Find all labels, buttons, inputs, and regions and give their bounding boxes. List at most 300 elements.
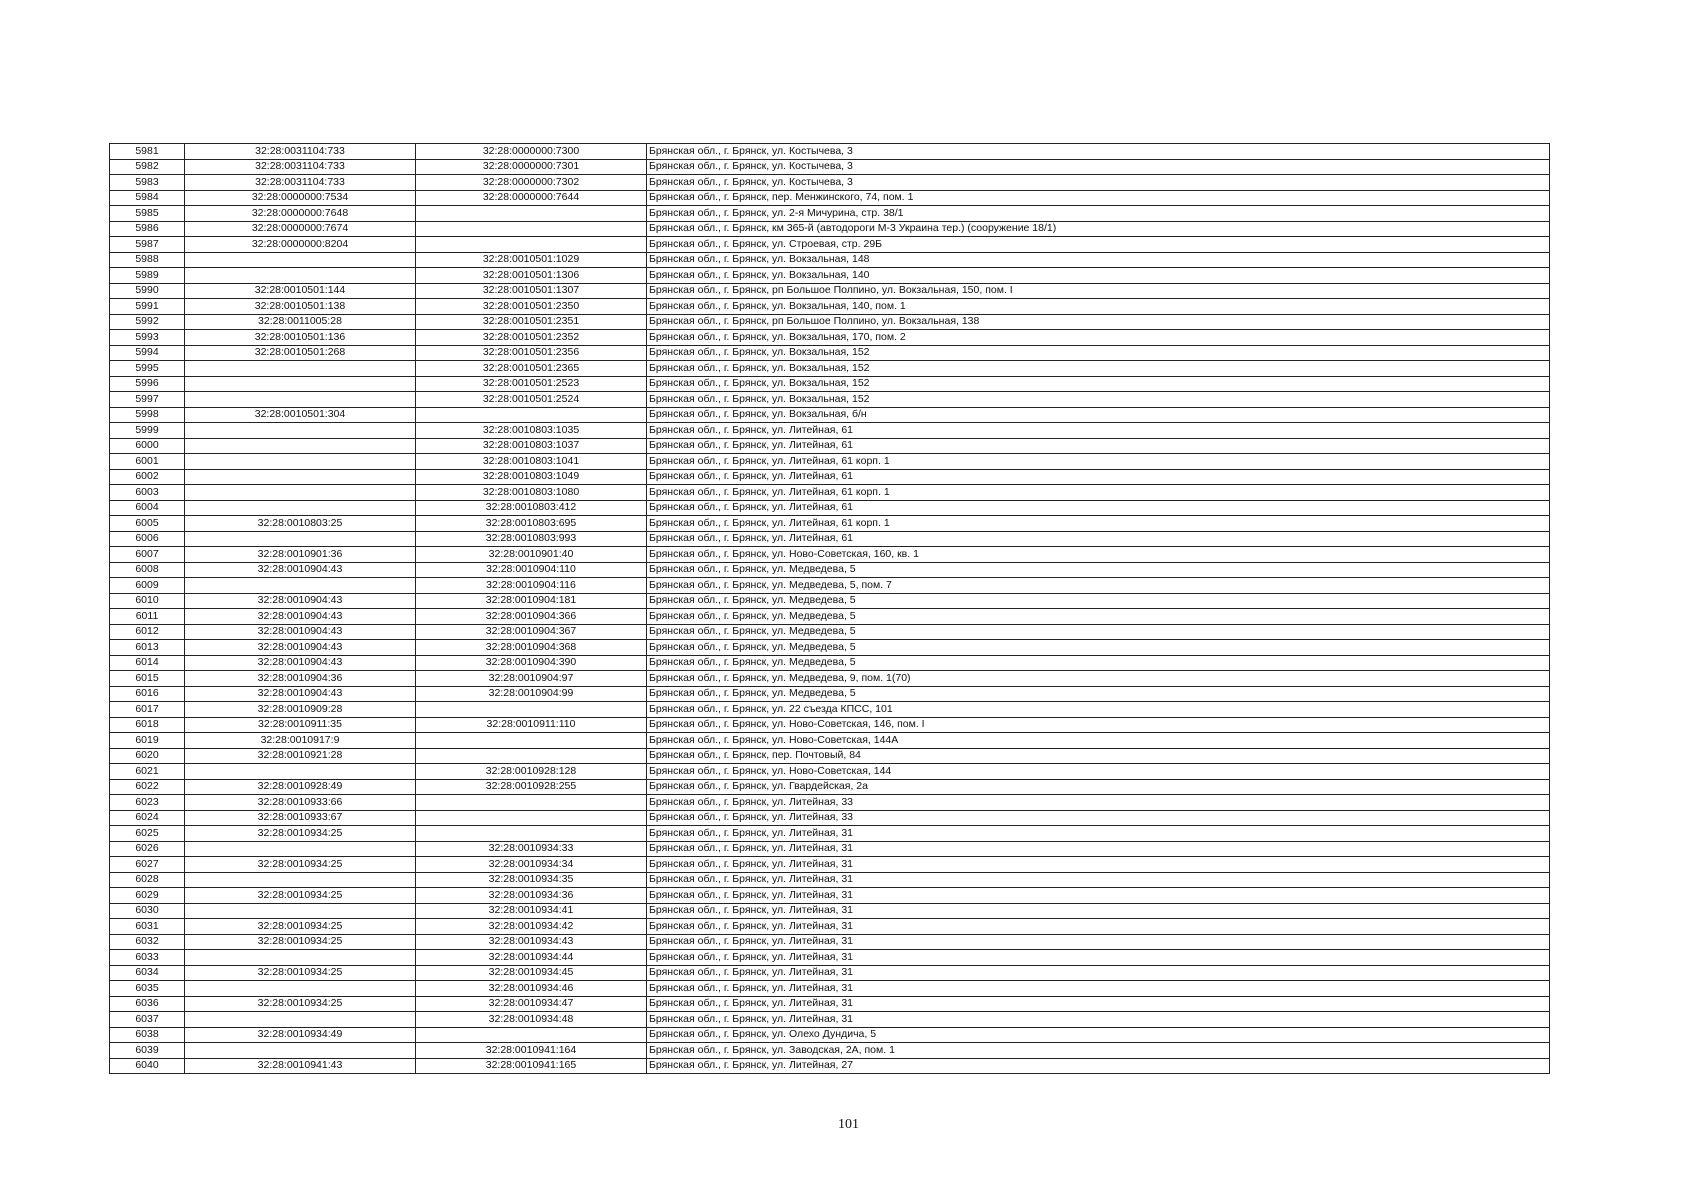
address-cell: Брянская обл., г. Брянск, ул. Литейная, 31 bbox=[647, 919, 1550, 935]
row-number-cell: 5997 bbox=[110, 392, 185, 408]
table-row bbox=[110, 919, 1550, 935]
address-cell: Брянская обл., г. Брянск, ул. Литейная, 27 bbox=[647, 1058, 1550, 1074]
address-cell: Брянская обл., г. Брянск, ул. Вокзальная, 152 bbox=[647, 361, 1550, 377]
row-number-cell: 5988 bbox=[110, 252, 185, 268]
row-number-cell: 6029 bbox=[110, 888, 185, 904]
object-cadastral-number-cell: 32:28:0010501:2365 bbox=[416, 361, 647, 377]
row-number-cell: 6024 bbox=[110, 810, 185, 826]
row-number-cell: 6040 bbox=[110, 1058, 185, 1074]
row-number-cell: 6033 bbox=[110, 950, 185, 966]
address-cell: Брянская обл., г. Брянск, ул. Медведева, 5 bbox=[647, 686, 1550, 702]
table-row bbox=[110, 609, 1550, 625]
row-number-cell: 6025 bbox=[110, 826, 185, 842]
object-cadastral-number-cell: 32:28:0010803:1049 bbox=[416, 469, 647, 485]
table-row bbox=[110, 640, 1550, 656]
object-cadastral-number-cell: 32:28:0010934:46 bbox=[416, 981, 647, 997]
land-cadastral-number-cell bbox=[185, 578, 416, 594]
row-number-cell: 6002 bbox=[110, 469, 185, 485]
land-cadastral-number-cell: 32:28:0010934:25 bbox=[185, 996, 416, 1012]
object-cadastral-number-cell: 32:28:0010901:40 bbox=[416, 547, 647, 563]
address-cell: Брянская обл., г. Брянск, ул. Вокзальная, 152 bbox=[647, 392, 1550, 408]
object-cadastral-number-cell: 32:28:0010904:116 bbox=[416, 578, 647, 594]
address-cell: Брянская обл., г. Брянск, ул. Литейная, 61 bbox=[647, 423, 1550, 439]
table-row bbox=[110, 345, 1550, 361]
row-number-cell: 5982 bbox=[110, 159, 185, 175]
object-cadastral-number-cell: 32:28:0000000:7301 bbox=[416, 159, 647, 175]
row-number-cell: 6011 bbox=[110, 609, 185, 625]
table-row bbox=[110, 423, 1550, 439]
address-cell: Брянская обл., г. Брянск, ул. Литейная, 31 bbox=[647, 903, 1550, 919]
row-number-cell: 5984 bbox=[110, 190, 185, 206]
row-number-cell: 6019 bbox=[110, 733, 185, 749]
row-number-cell: 5990 bbox=[110, 283, 185, 299]
address-cell: Брянская обл., г. Брянск, ул. Медведева, 5 bbox=[647, 624, 1550, 640]
row-number-cell: 6017 bbox=[110, 702, 185, 718]
object-cadastral-number-cell: 32:28:0010904:99 bbox=[416, 686, 647, 702]
address-cell: Брянская обл., г. Брянск, ул. Вокзальная, 148 bbox=[647, 252, 1550, 268]
row-number-cell: 5992 bbox=[110, 314, 185, 330]
address-cell: Брянская обл., г. Брянск, ул. Медведева, 5 bbox=[647, 640, 1550, 656]
table-row bbox=[110, 454, 1550, 470]
object-cadastral-number-cell bbox=[416, 407, 647, 423]
row-number-cell: 5994 bbox=[110, 345, 185, 361]
row-number-cell: 6026 bbox=[110, 841, 185, 857]
table-row bbox=[110, 175, 1550, 191]
object-cadastral-number-cell: 32:28:0010904:97 bbox=[416, 671, 647, 687]
land-cadastral-number-cell: 32:28:0010941:43 bbox=[185, 1058, 416, 1074]
land-cadastral-number-cell bbox=[185, 981, 416, 997]
row-number-cell: 6007 bbox=[110, 547, 185, 563]
land-cadastral-number-cell bbox=[185, 764, 416, 780]
object-cadastral-number-cell bbox=[416, 1027, 647, 1043]
address-cell: Брянская обл., г. Брянск, ул. Ново-Советская, 144А bbox=[647, 733, 1550, 749]
address-cell: Брянская обл., г. Брянск, рп Большое Полпино, ул. Вокзальная, 150, пом. I bbox=[647, 283, 1550, 299]
table-row bbox=[110, 655, 1550, 671]
row-number-cell: 6008 bbox=[110, 562, 185, 578]
row-number-cell: 6010 bbox=[110, 593, 185, 609]
land-cadastral-number-cell: 32:28:0010934:25 bbox=[185, 888, 416, 904]
land-cadastral-number-cell bbox=[185, 268, 416, 284]
land-cadastral-number-cell: 32:28:0010904:43 bbox=[185, 640, 416, 656]
land-cadastral-number-cell: 32:28:0010909:28 bbox=[185, 702, 416, 718]
object-cadastral-number-cell: 32:28:0010934:45 bbox=[416, 965, 647, 981]
row-number-cell: 6039 bbox=[110, 1043, 185, 1059]
address-cell: Брянская обл., г. Брянск, ул. Медведева, 5 bbox=[647, 593, 1550, 609]
land-cadastral-number-cell: 32:28:0010904:43 bbox=[185, 562, 416, 578]
address-cell: Брянская обл., г. Брянск, ул. Костычева, 3 bbox=[647, 159, 1550, 175]
land-cadastral-number-cell bbox=[185, 252, 416, 268]
address-cell: Брянская обл., г. Брянск, ул. Литейная, 33 bbox=[647, 795, 1550, 811]
object-cadastral-number-cell bbox=[416, 733, 647, 749]
land-cadastral-number-cell bbox=[185, 485, 416, 501]
address-cell: Брянская обл., г. Брянск, ул. Костычева, 3 bbox=[647, 144, 1550, 160]
table-row bbox=[110, 159, 1550, 175]
table-row bbox=[110, 516, 1550, 532]
object-cadastral-number-cell: 32:28:0010934:34 bbox=[416, 857, 647, 873]
land-cadastral-number-cell: 32:28:0010933:67 bbox=[185, 810, 416, 826]
row-number-cell: 5999 bbox=[110, 423, 185, 439]
address-cell: Брянская обл., г. Брянск, ул. Литейная, 31 bbox=[647, 857, 1550, 873]
object-cadastral-number-cell: 32:28:0010803:1037 bbox=[416, 438, 647, 454]
object-cadastral-number-cell: 32:28:0010904:367 bbox=[416, 624, 647, 640]
object-cadastral-number-cell: 32:28:0010934:41 bbox=[416, 903, 647, 919]
land-cadastral-number-cell: 32:28:0010904:36 bbox=[185, 671, 416, 687]
land-cadastral-number-cell bbox=[185, 500, 416, 516]
object-cadastral-number-cell: 32:28:0010501:2524 bbox=[416, 392, 647, 408]
land-cadastral-number-cell bbox=[185, 438, 416, 454]
land-cadastral-number-cell: 32:28:0010904:43 bbox=[185, 686, 416, 702]
address-cell: Брянская обл., г. Брянск, ул. Литейная, 31 bbox=[647, 965, 1550, 981]
address-cell: Брянская обл., г. Брянск, ул. Литейная, 61 bbox=[647, 438, 1550, 454]
table-row bbox=[110, 206, 1550, 222]
land-cadastral-number-cell: 32:28:0010904:43 bbox=[185, 609, 416, 625]
row-number-cell: 5989 bbox=[110, 268, 185, 284]
land-cadastral-number-cell: 32:28:0000000:8204 bbox=[185, 237, 416, 253]
row-number-cell: 6027 bbox=[110, 857, 185, 873]
object-cadastral-number-cell: 32:28:0010904:110 bbox=[416, 562, 647, 578]
object-cadastral-number-cell: 32:28:0010904:368 bbox=[416, 640, 647, 656]
table-row bbox=[110, 314, 1550, 330]
table-row bbox=[110, 283, 1550, 299]
table-row bbox=[110, 469, 1550, 485]
land-cadastral-number-cell: 32:28:0010933:66 bbox=[185, 795, 416, 811]
row-number-cell: 6005 bbox=[110, 516, 185, 532]
address-cell: Брянская обл., г. Брянск, ул. Медведева, 5 bbox=[647, 609, 1550, 625]
table-row bbox=[110, 578, 1550, 594]
table-row bbox=[110, 407, 1550, 423]
object-cadastral-number-cell: 32:28:0010904:390 bbox=[416, 655, 647, 671]
row-number-cell: 6037 bbox=[110, 1012, 185, 1028]
table-row bbox=[110, 888, 1550, 904]
land-cadastral-number-cell bbox=[185, 872, 416, 888]
land-cadastral-number-cell: 32:28:0031104:733 bbox=[185, 144, 416, 160]
table-row bbox=[110, 500, 1550, 516]
object-cadastral-number-cell: 32:28:0010803:1035 bbox=[416, 423, 647, 439]
land-cadastral-number-cell: 32:28:0010501:144 bbox=[185, 283, 416, 299]
address-cell: Брянская обл., г. Брянск, ул. Ново-Советская, 146, пом. I bbox=[647, 717, 1550, 733]
table-row bbox=[110, 1043, 1550, 1059]
land-cadastral-number-cell: 32:28:0010803:25 bbox=[185, 516, 416, 532]
object-cadastral-number-cell: 32:28:0010928:128 bbox=[416, 764, 647, 780]
address-cell: Брянская обл., г. Брянск, рп Большое Полпино, ул. Вокзальная, 138 bbox=[647, 314, 1550, 330]
land-cadastral-number-cell: 32:28:0010934:25 bbox=[185, 919, 416, 935]
table-row bbox=[110, 965, 1550, 981]
object-cadastral-number-cell: 32:28:0010934:43 bbox=[416, 934, 647, 950]
object-cadastral-number-cell bbox=[416, 810, 647, 826]
row-number-cell: 5991 bbox=[110, 299, 185, 315]
land-cadastral-number-cell: 32:28:0011005:28 bbox=[185, 314, 416, 330]
table-row bbox=[110, 237, 1550, 253]
address-cell: Брянская обл., г. Брянск, ул. Литейная, 31 bbox=[647, 872, 1550, 888]
table-row bbox=[110, 748, 1550, 764]
object-cadastral-number-cell: 32:28:0010501:2350 bbox=[416, 299, 647, 315]
table-row bbox=[110, 934, 1550, 950]
land-cadastral-number-cell bbox=[185, 950, 416, 966]
address-cell: Брянская обл., г. Брянск, ул. 22 съезда КПСС, 101 bbox=[647, 702, 1550, 718]
land-cadastral-number-cell: 32:28:0010501:138 bbox=[185, 299, 416, 315]
row-number-cell: 6023 bbox=[110, 795, 185, 811]
address-cell: Брянская обл., г. Брянск, ул. Литейная, 31 bbox=[647, 888, 1550, 904]
object-cadastral-number-cell bbox=[416, 702, 647, 718]
row-number-cell: 6020 bbox=[110, 748, 185, 764]
row-number-cell: 6016 bbox=[110, 686, 185, 702]
land-cadastral-number-cell: 32:28:0010934:25 bbox=[185, 826, 416, 842]
row-number-cell: 5985 bbox=[110, 206, 185, 222]
address-cell: Брянская обл., г. Брянск, ул. Медведева, 5, пом. 7 bbox=[647, 578, 1550, 594]
object-cadastral-number-cell bbox=[416, 826, 647, 842]
land-cadastral-number-cell: 32:28:0010911:35 bbox=[185, 717, 416, 733]
land-cadastral-number-cell bbox=[185, 469, 416, 485]
address-cell: Брянская обл., г. Брянск, ул. Гвардейская, 2а bbox=[647, 779, 1550, 795]
table-row bbox=[110, 717, 1550, 733]
row-number-cell: 6001 bbox=[110, 454, 185, 470]
object-cadastral-number-cell: 32:28:0010803:412 bbox=[416, 500, 647, 516]
table-row bbox=[110, 826, 1550, 842]
table-row bbox=[110, 903, 1550, 919]
land-cadastral-number-cell: 32:28:0010904:43 bbox=[185, 655, 416, 671]
land-cadastral-number-cell: 32:28:0010904:43 bbox=[185, 624, 416, 640]
address-cell: Брянская обл., г. Брянск, ул. Медведева, 9, пом. 1(70) bbox=[647, 671, 1550, 687]
object-cadastral-number-cell: 32:28:0010501:2351 bbox=[416, 314, 647, 330]
table-row bbox=[110, 547, 1550, 563]
address-cell: Брянская обл., г. Брянск, ул. Вокзальная, 170, пом. 2 bbox=[647, 330, 1550, 346]
address-cell: Брянская обл., г. Брянск, ул. Литейная, 31 bbox=[647, 934, 1550, 950]
register-sheet bbox=[109, 143, 1549, 1074]
address-cell: Брянская обл., г. Брянск, ул. Литейная, 31 bbox=[647, 1012, 1550, 1028]
row-number-cell: 6032 bbox=[110, 934, 185, 950]
address-cell: Брянская обл., г. Брянск, ул. Литейная, 31 bbox=[647, 950, 1550, 966]
address-cell: Брянская обл., г. Брянск, пер. Менжинского, 74, пом. 1 bbox=[647, 190, 1550, 206]
object-cadastral-number-cell bbox=[416, 748, 647, 764]
table-row bbox=[110, 1027, 1550, 1043]
row-number-cell: 6015 bbox=[110, 671, 185, 687]
land-cadastral-number-cell bbox=[185, 1012, 416, 1028]
object-cadastral-number-cell bbox=[416, 237, 647, 253]
land-cadastral-number-cell: 32:28:0010934:25 bbox=[185, 857, 416, 873]
table-row bbox=[110, 857, 1550, 873]
table-row bbox=[110, 702, 1550, 718]
object-cadastral-number-cell: 32:28:0010934:44 bbox=[416, 950, 647, 966]
object-cadastral-number-cell: 32:28:0010934:36 bbox=[416, 888, 647, 904]
table-row bbox=[110, 779, 1550, 795]
address-cell: Брянская обл., г. Брянск, пер. Почтовый, 84 bbox=[647, 748, 1550, 764]
object-cadastral-number-cell: 32:28:0010904:366 bbox=[416, 609, 647, 625]
row-number-cell: 6022 bbox=[110, 779, 185, 795]
row-number-cell: 6014 bbox=[110, 655, 185, 671]
property-register-table bbox=[109, 143, 1550, 1074]
object-cadastral-number-cell: 32:28:0010501:2356 bbox=[416, 345, 647, 361]
row-number-cell: 6018 bbox=[110, 717, 185, 733]
row-number-cell: 6030 bbox=[110, 903, 185, 919]
address-cell: Брянская обл., г. Брянск, ул. Вокзальная, 152 bbox=[647, 376, 1550, 392]
land-cadastral-number-cell: 32:28:0010934:49 bbox=[185, 1027, 416, 1043]
row-number-cell: 5983 bbox=[110, 175, 185, 191]
row-number-cell: 6038 bbox=[110, 1027, 185, 1043]
row-number-cell: 6013 bbox=[110, 640, 185, 656]
row-number-cell: 6009 bbox=[110, 578, 185, 594]
land-cadastral-number-cell: 32:28:0010501:136 bbox=[185, 330, 416, 346]
address-cell: Брянская обл., г. Брянск, ул. Литейная, 31 bbox=[647, 841, 1550, 857]
table-row bbox=[110, 1058, 1550, 1074]
row-number-cell: 6000 bbox=[110, 438, 185, 454]
object-cadastral-number-cell: 32:28:0000000:7644 bbox=[416, 190, 647, 206]
row-number-cell: 6012 bbox=[110, 624, 185, 640]
row-number-cell: 5987 bbox=[110, 237, 185, 253]
row-number-cell: 5995 bbox=[110, 361, 185, 377]
table-row bbox=[110, 562, 1550, 578]
land-cadastral-number-cell bbox=[185, 392, 416, 408]
land-cadastral-number-cell: 32:28:0031104:733 bbox=[185, 159, 416, 175]
object-cadastral-number-cell: 32:28:0010934:33 bbox=[416, 841, 647, 857]
table-row bbox=[110, 593, 1550, 609]
table-row bbox=[110, 144, 1550, 160]
row-number-cell: 6003 bbox=[110, 485, 185, 501]
address-cell: Брянская обл., г. Брянск, ул. Костычева, 3 bbox=[647, 175, 1550, 191]
object-cadastral-number-cell: 32:28:0010934:47 bbox=[416, 996, 647, 1012]
address-cell: Брянская обл., г. Брянск, ул. Литейная, 61 bbox=[647, 469, 1550, 485]
object-cadastral-number-cell bbox=[416, 221, 647, 237]
object-cadastral-number-cell: 32:28:0010501:2352 bbox=[416, 330, 647, 346]
object-cadastral-number-cell: 32:28:0010501:2523 bbox=[416, 376, 647, 392]
row-number-cell: 5996 bbox=[110, 376, 185, 392]
object-cadastral-number-cell: 32:28:0010934:35 bbox=[416, 872, 647, 888]
address-cell: Брянская обл., г. Брянск, км 365-й (автодороги М-3 Украина тер.) (сооружение 18/1) bbox=[647, 221, 1550, 237]
page-number: 101 bbox=[838, 1117, 859, 1132]
land-cadastral-number-cell: 32:28:0010501:304 bbox=[185, 407, 416, 423]
land-cadastral-number-cell bbox=[185, 903, 416, 919]
row-number-cell: 5993 bbox=[110, 330, 185, 346]
table-row bbox=[110, 841, 1550, 857]
land-cadastral-number-cell: 32:28:0000000:7648 bbox=[185, 206, 416, 222]
table-row bbox=[110, 950, 1550, 966]
table-row bbox=[110, 252, 1550, 268]
address-cell: Брянская обл., г. Брянск, ул. Ново-Советская, 144 bbox=[647, 764, 1550, 780]
land-cadastral-number-cell bbox=[185, 1043, 416, 1059]
address-cell: Брянская обл., г. Брянск, ул. Вокзальная, 140 bbox=[647, 268, 1550, 284]
row-number-cell: 6034 bbox=[110, 965, 185, 981]
land-cadastral-number-cell: 32:28:0010928:49 bbox=[185, 779, 416, 795]
land-cadastral-number-cell bbox=[185, 423, 416, 439]
row-number-cell: 6036 bbox=[110, 996, 185, 1012]
object-cadastral-number-cell bbox=[416, 795, 647, 811]
address-cell: Брянская обл., г. Брянск, ул. Литейная, 31 bbox=[647, 826, 1550, 842]
object-cadastral-number-cell: 32:28:0000000:7300 bbox=[416, 144, 647, 160]
land-cadastral-number-cell: 32:28:0010501:268 bbox=[185, 345, 416, 361]
row-number-cell: 5998 bbox=[110, 407, 185, 423]
row-number-cell: 5981 bbox=[110, 144, 185, 160]
table-row bbox=[110, 438, 1550, 454]
row-number-cell: 5986 bbox=[110, 221, 185, 237]
address-cell: Брянская обл., г. Брянск, ул. Литейная, 31 bbox=[647, 996, 1550, 1012]
table-row bbox=[110, 392, 1550, 408]
table-row bbox=[110, 764, 1550, 780]
address-cell: Брянская обл., г. Брянск, ул. Медведева, 5 bbox=[647, 655, 1550, 671]
row-number-cell: 6004 bbox=[110, 500, 185, 516]
land-cadastral-number-cell: 32:28:0010917:9 bbox=[185, 733, 416, 749]
object-cadastral-number-cell: 32:28:0010928:255 bbox=[416, 779, 647, 795]
address-cell: Брянская обл., г. Брянск, ул. Литейная, 61 bbox=[647, 531, 1550, 547]
object-cadastral-number-cell: 32:28:0010803:1080 bbox=[416, 485, 647, 501]
land-cadastral-number-cell: 32:28:0031104:733 bbox=[185, 175, 416, 191]
object-cadastral-number-cell: 32:28:0010501:1307 bbox=[416, 283, 647, 299]
object-cadastral-number-cell: 32:28:0010941:164 bbox=[416, 1043, 647, 1059]
row-number-cell: 6028 bbox=[110, 872, 185, 888]
table-row bbox=[110, 190, 1550, 206]
land-cadastral-number-cell bbox=[185, 361, 416, 377]
table-row bbox=[110, 671, 1550, 687]
object-cadastral-number-cell: 32:28:0010904:181 bbox=[416, 593, 647, 609]
table-row bbox=[110, 686, 1550, 702]
land-cadastral-number-cell: 32:28:0010904:43 bbox=[185, 593, 416, 609]
address-cell: Брянская обл., г. Брянск, ул. 2-я Мичурина, стр. 38/1 bbox=[647, 206, 1550, 222]
address-cell: Брянская обл., г. Брянск, ул. Вокзальная, 152 bbox=[647, 345, 1550, 361]
table-row bbox=[110, 810, 1550, 826]
table-row bbox=[110, 981, 1550, 997]
table-row bbox=[110, 268, 1550, 284]
object-cadastral-number-cell: 32:28:0010941:165 bbox=[416, 1058, 647, 1074]
object-cadastral-number-cell: 32:28:0010501:1306 bbox=[416, 268, 647, 284]
object-cadastral-number-cell: 32:28:0010501:1029 bbox=[416, 252, 647, 268]
address-cell: Брянская обл., г. Брянск, ул. Литейная, 61 bbox=[647, 500, 1550, 516]
object-cadastral-number-cell: 32:28:0010803:993 bbox=[416, 531, 647, 547]
land-cadastral-number-cell bbox=[185, 531, 416, 547]
object-cadastral-number-cell: 32:28:0010803:695 bbox=[416, 516, 647, 532]
table-row bbox=[110, 330, 1550, 346]
row-number-cell: 6031 bbox=[110, 919, 185, 935]
land-cadastral-number-cell: 32:28:0000000:7534 bbox=[185, 190, 416, 206]
address-cell: Брянская обл., г. Брянск, ул. Заводская, 2А, пом. 1 bbox=[647, 1043, 1550, 1059]
address-cell: Брянская обл., г. Брянск, ул. Вокзальная, 140, пом. 1 bbox=[647, 299, 1550, 315]
table-row bbox=[110, 299, 1550, 315]
object-cadastral-number-cell: 32:28:0010911:110 bbox=[416, 717, 647, 733]
land-cadastral-number-cell bbox=[185, 841, 416, 857]
address-cell: Брянская обл., г. Брянск, ул. Литейная, 61 корп. 1 bbox=[647, 516, 1550, 532]
table-row bbox=[110, 733, 1550, 749]
row-number-cell: 6035 bbox=[110, 981, 185, 997]
land-cadastral-number-cell bbox=[185, 376, 416, 392]
object-cadastral-number-cell bbox=[416, 206, 647, 222]
address-cell: Брянская обл., г. Брянск, ул. Литейная, 61 корп. 1 bbox=[647, 454, 1550, 470]
address-cell: Брянская обл., г. Брянск, ул. Литейная, 31 bbox=[647, 981, 1550, 997]
table-row bbox=[110, 624, 1550, 640]
address-cell: Брянская обл., г. Брянск, ул. Литейная, 33 bbox=[647, 810, 1550, 826]
table-row bbox=[110, 221, 1550, 237]
table-row bbox=[110, 795, 1550, 811]
land-cadastral-number-cell bbox=[185, 454, 416, 470]
table-row bbox=[110, 485, 1550, 501]
row-number-cell: 6021 bbox=[110, 764, 185, 780]
table-row bbox=[110, 376, 1550, 392]
land-cadastral-number-cell: 32:28:0010901:36 bbox=[185, 547, 416, 563]
table-row bbox=[110, 361, 1550, 377]
address-cell: Брянская обл., г. Брянск, ул. Строевая, стр. 29Б bbox=[647, 237, 1550, 253]
land-cadastral-number-cell: 32:28:0010934:25 bbox=[185, 965, 416, 981]
table-row bbox=[110, 531, 1550, 547]
land-cadastral-number-cell: 32:28:0010934:25 bbox=[185, 934, 416, 950]
table-body bbox=[110, 144, 1550, 1074]
table-row bbox=[110, 1012, 1550, 1028]
table-row bbox=[110, 872, 1550, 888]
address-cell: Брянская обл., г. Брянск, ул. Медведева, 5 bbox=[647, 562, 1550, 578]
object-cadastral-number-cell: 32:28:0010803:1041 bbox=[416, 454, 647, 470]
land-cadastral-number-cell: 32:28:0010921:28 bbox=[185, 748, 416, 764]
land-cadastral-number-cell: 32:28:0000000:7674 bbox=[185, 221, 416, 237]
row-number-cell: 6006 bbox=[110, 531, 185, 547]
object-cadastral-number-cell: 32:28:0010934:42 bbox=[416, 919, 647, 935]
address-cell: Брянская обл., г. Брянск, ул. Вокзальная, б/н bbox=[647, 407, 1550, 423]
address-cell: Брянская обл., г. Брянск, ул. Литейная, 61 корп. 1 bbox=[647, 485, 1550, 501]
table-row bbox=[110, 996, 1550, 1012]
